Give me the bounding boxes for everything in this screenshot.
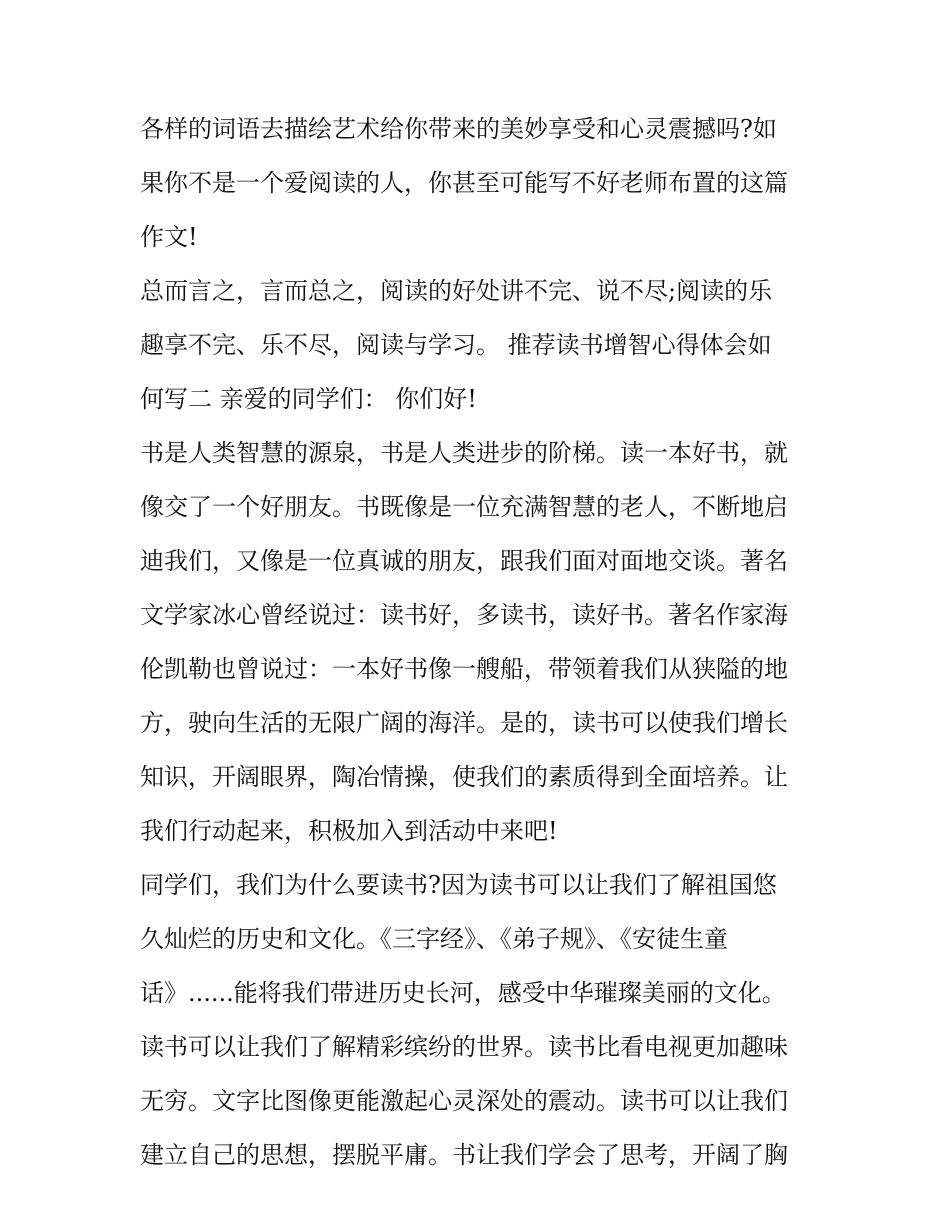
- text-line: 像交了一个好朋友。书既像是一位充满智慧的老人，不断地启: [140, 493, 788, 521]
- text-line: 久灿烂的历史和文化。《三字经》、《弟子规》、《安徒生童: [140, 925, 728, 953]
- text-line: 同学们，我们为什么要读书?因为读书可以让我们了解祖国悠: [140, 871, 777, 899]
- text-line: 文学家冰心曾经说过：读书好，多读书，读好书。著名作家海: [140, 601, 788, 629]
- text-line: 建立自己的思想，摆脱平庸。书让我们学会了思考，开阔了胸: [140, 1141, 788, 1169]
- body-text: [140, 102, 820, 1182]
- text-line: 果你不是一个爱阅读的人，你甚至可能写不好老师布置的这篇: [140, 169, 788, 197]
- text-line: 书是人类智慧的源泉，书是人类进步的阶梯。读一本好书，就: [140, 439, 788, 467]
- text-line: 作文!: [140, 223, 198, 251]
- text-line: 知识，开阔眼界，陶冶情操，使我们的素质得到全面培养。让: [140, 763, 788, 791]
- text-line: 总而言之，言而总之，阅读的好处讲不完、说不尽;阅读的乐: [140, 277, 773, 305]
- text-line: 伦凯勒也曾说过：一本好书像一艘船，带领着我们从狭隘的地: [140, 655, 788, 683]
- text-line: 何写二 亲爱的同学们： 你们好!: [140, 385, 477, 413]
- text-line: 迪我们，又像是一位真诚的朋友，跟我们面对面地交谈。著名: [140, 547, 788, 575]
- text-line: 话》......能将我们带进历史长河，感受中华璀璨美丽的文化。: [140, 979, 786, 1007]
- text-line: 无穷。文字比图像更能激起心灵深处的震动。读书可以让我们: [140, 1087, 788, 1115]
- text-line: 各样的词语去描绘艺术给你带来的美妙享受和心灵震撼吗?如: [140, 115, 777, 143]
- text-line: 读书可以让我们了解精彩缤纷的世界。读书比看电视更加趣味: [140, 1033, 788, 1061]
- text-line: 我们行动起来，积极加入到活动中来吧!: [140, 817, 558, 845]
- text-line: 方，驶向生活的无限广阔的海洋。是的，读书可以使我们增长: [140, 709, 788, 737]
- text-line: 趣享不完、乐不尽，阅读与学习。 推荐读书增智心得体会如: [140, 331, 772, 359]
